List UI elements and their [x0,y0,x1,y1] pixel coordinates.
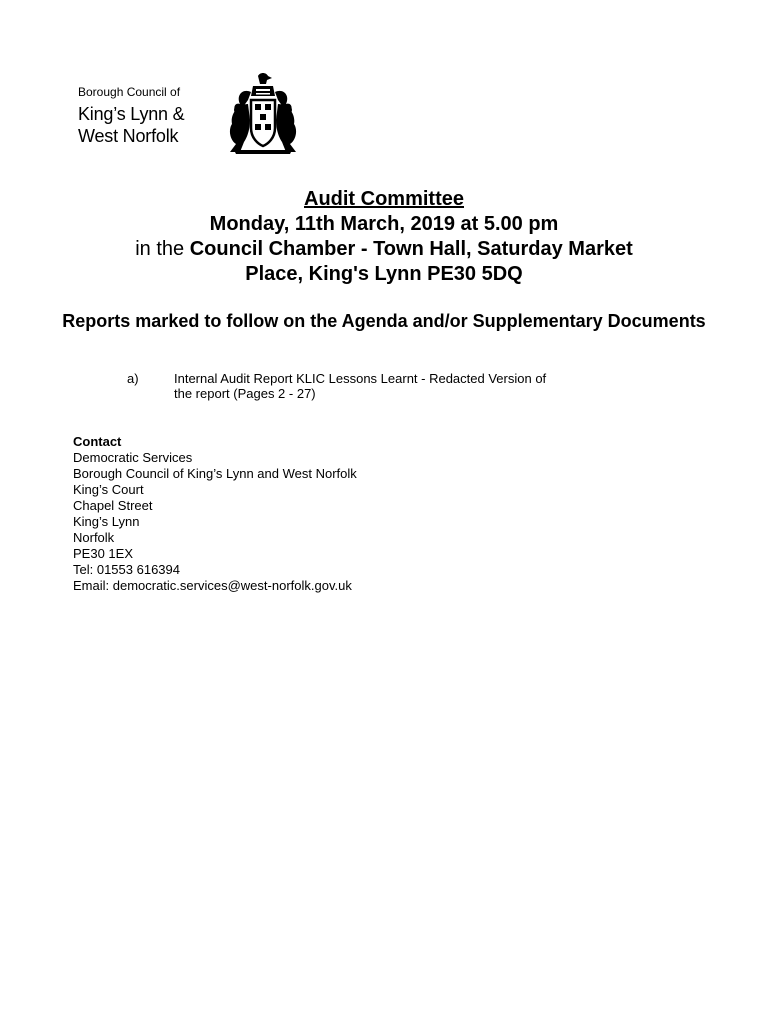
logo-text [78,86,184,147]
contact-block [73,434,357,594]
contact-street: Chapel Street [73,498,153,513]
meeting-date: Monday, 11th March, 2019 at 5.00 pm [209,213,559,235]
contact-county: Norfolk [73,530,115,545]
coat-of-arms-icon [220,70,306,156]
contact-building: King’s Court [73,482,144,497]
agenda-item-line-2: the report (Pages 2 - 27) [174,386,316,401]
contact-postcode: PE30 1EX [73,546,133,561]
contact-department: Democratic Services [73,450,193,465]
contact-organisation: Borough Council of King’s Lynn and West Norfolk [73,466,357,481]
agenda-item-marker: a) [127,371,139,386]
agenda-item-description [174,371,594,401]
logo-line-3: West Norfolk [78,126,179,146]
meeting-heading [0,187,768,287]
agenda-item-line-1: Internal Audit Report KLIC Lessons Learnt - Redacted Version of [174,371,547,386]
contact-title: Contact [73,434,122,449]
location-prefix: in the [135,238,190,260]
committee-title: Audit Committee [304,188,464,210]
logo-line-1: Borough Council of [78,85,181,99]
meeting-location-line-2: Place, King's Lynn PE30 5DQ [245,263,523,285]
logo-line-2: King’s Lynn & [78,104,185,124]
council-logo [74,70,306,158]
contact-email: Email: democratic.services@west-norfolk.gov.uk [73,578,352,593]
reports-title: Reports marked to follow on the Agenda and/or Supplementary Documents [62,311,706,331]
meeting-location-line-1: Council Chamber - Town Hall, Saturday Market [189,238,633,260]
contact-town: King’s Lynn [73,514,140,529]
contact-telephone: Tel: 01553 616394 [73,562,180,577]
